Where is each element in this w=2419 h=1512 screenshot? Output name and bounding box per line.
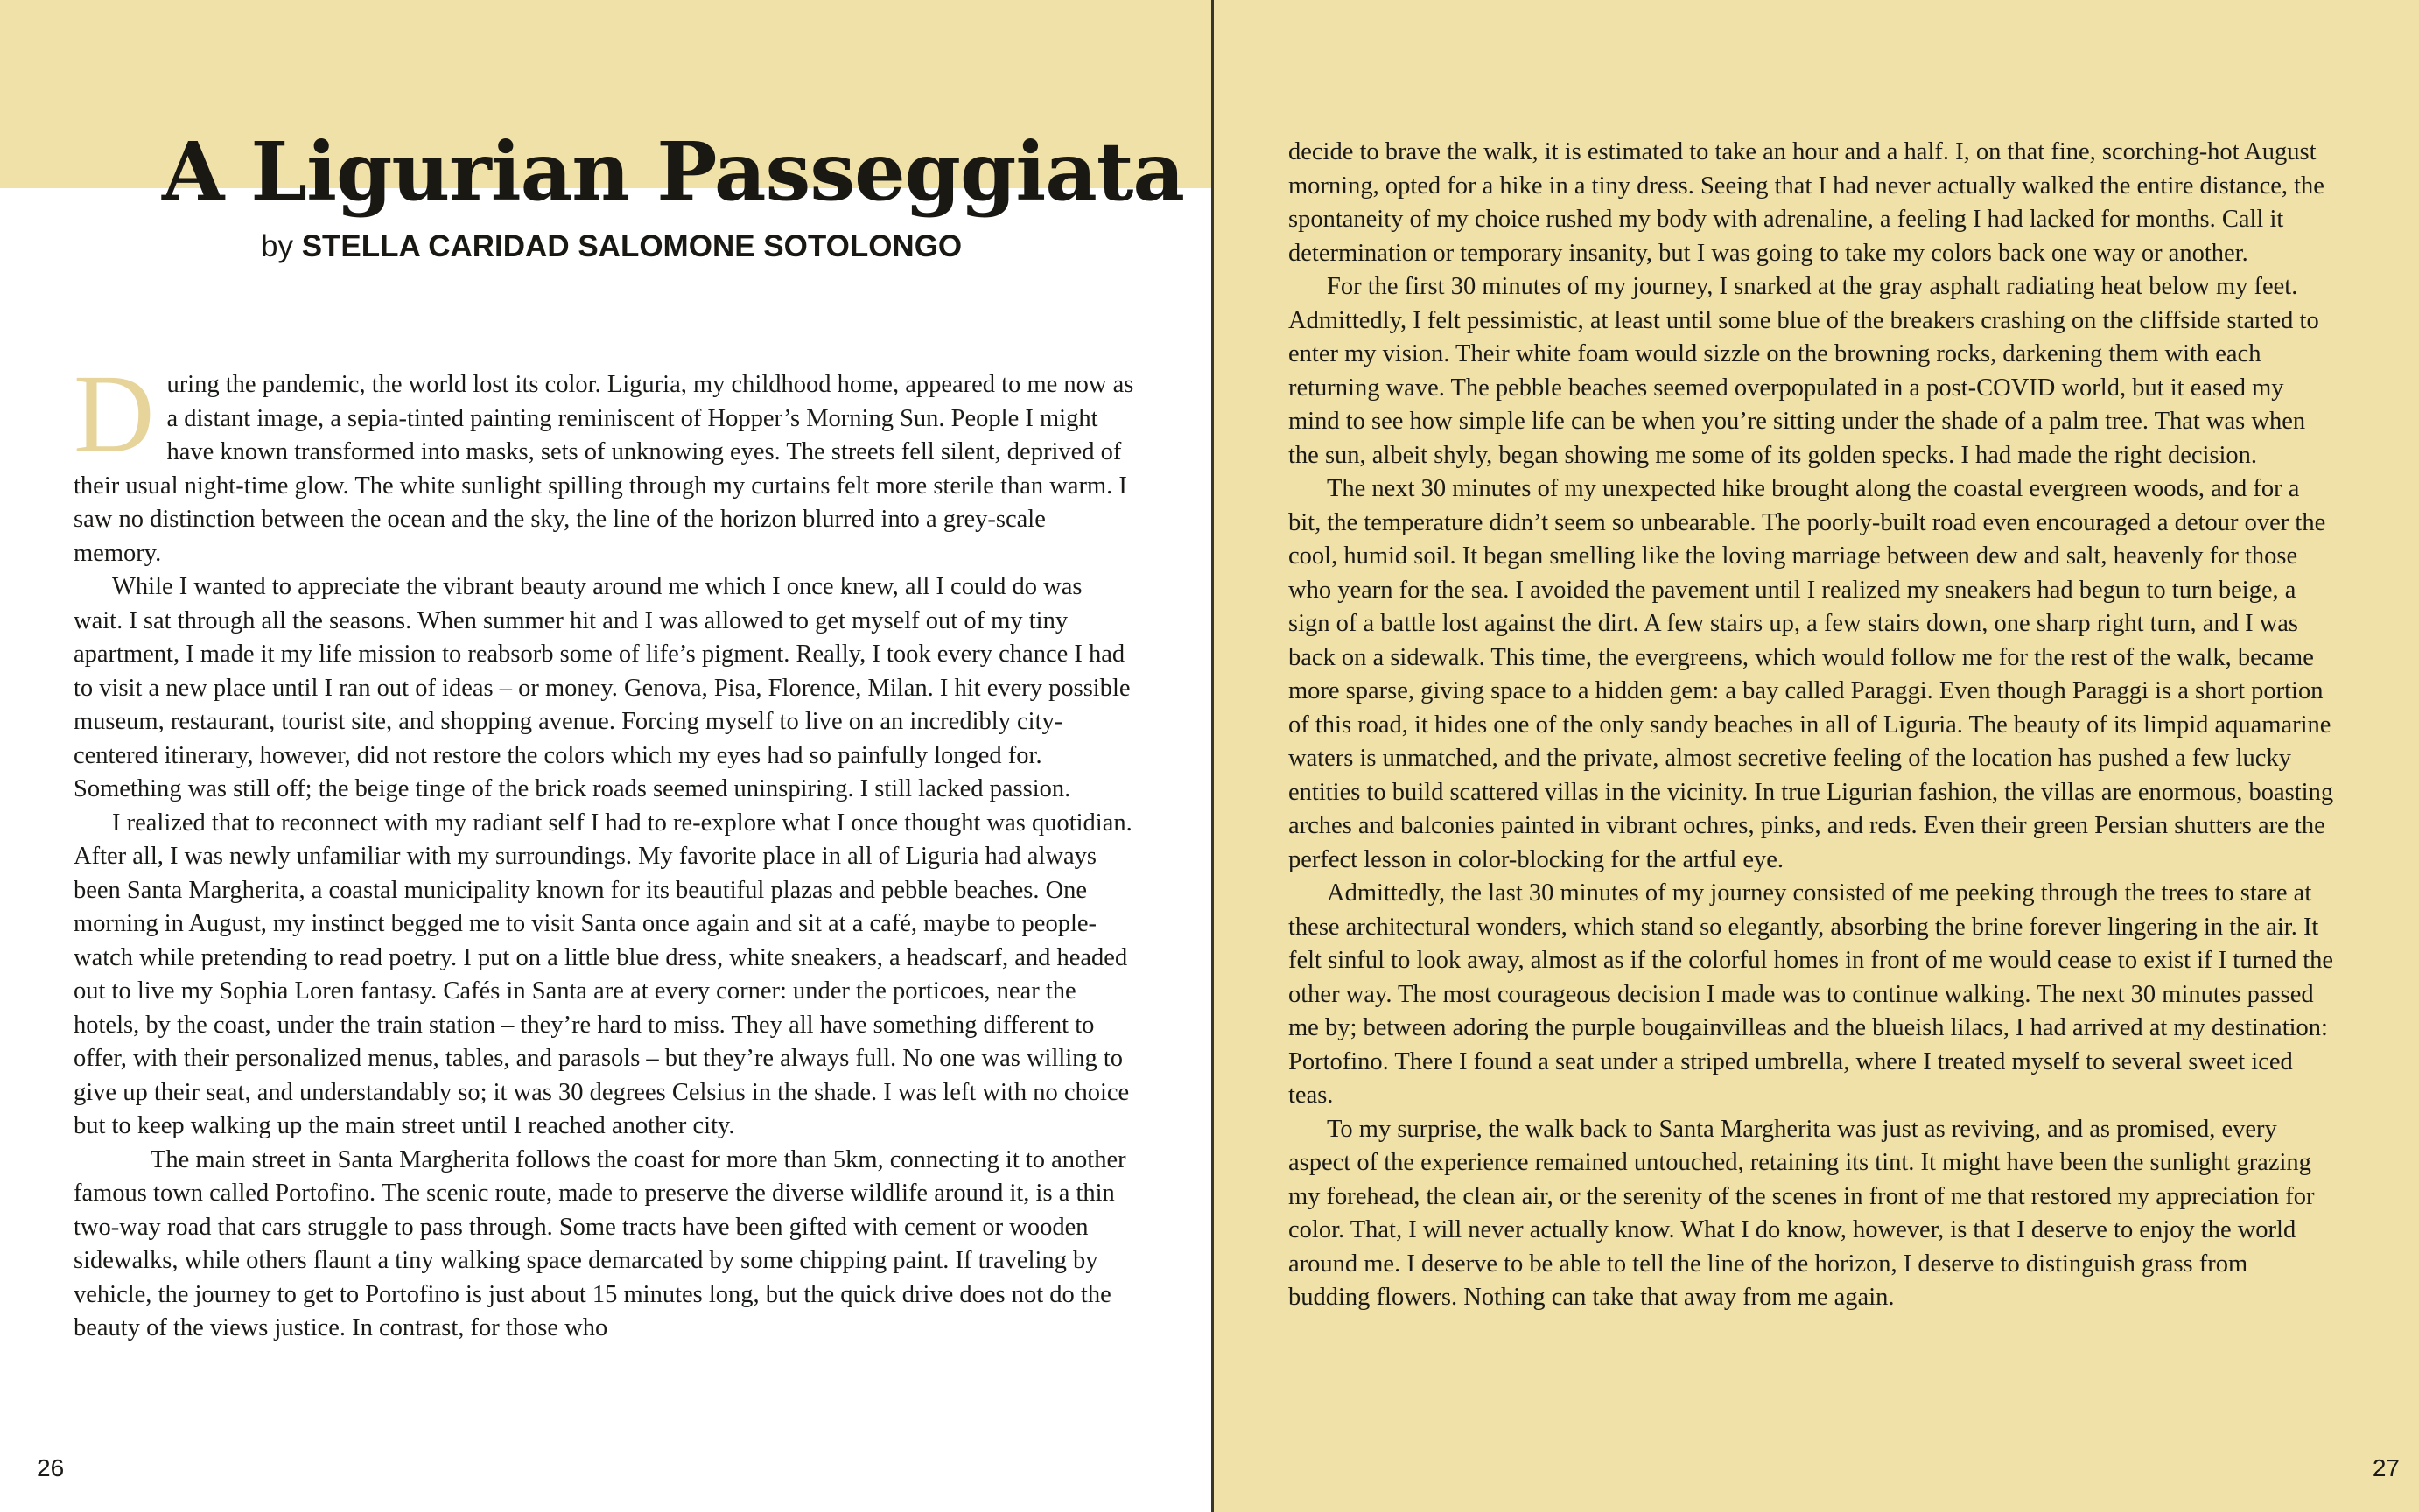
- paragraph: [74, 352, 1137, 570]
- page-number-left: 26: [37, 1454, 65, 1481]
- paragraph: To my surprise, the walk back to Santa Margherita was just as reviving, and as promised, every aspect of the experience remained untouched, retaining its tint. It might have been the sunlight grazing my forehead, the clean air, or the serenity of the scenes in front of me that restored my appreciation for color. That, I will never actually know. What I do know, however, is that I deserve to enjoy the world around me. I deserve to be able to tell the line of the horizon, I deserve to distinguish grass from budding flowers. Nothing can take that away from me again.: [1288, 1115, 2315, 1311]
- article-title: A Ligurian Passeggiata: [162, 124, 1184, 219]
- paragraph: For the first 30 minutes of my journey, I snarked at the gray asphalt radiating heat below my feet. Admittedly, I felt pessimistic, at least until some blue of the breakers crashing on the cliffside started to enter my vision. Their white foam would sizzle on the browning rocks, darkening them with each returning wave. The pebble beaches seemed overpopulated in a post-COVID world, but it eased my mind to see how simple life can be when you’re sitting under the shade of a palm tree. That was when the sun, albeit shyly, began showing me some of its golden specks. I had made the right decision.: [1288, 273, 2319, 469]
- paragraph: Admittedly, the last 30 minutes of my journey consisted of me peeking through the trees to stare at these architectural wonders, which stand so elegantly, absorbing the brine forever lingering in the air. It felt sinful to look away, almost as if the colorful homes in front of me would cease to exist if I turned the other way. The most courageous decision I made was to continue walking. The next 30 minutes passed me by; between adoring the purple bougainvilleas and the blueish lilacs, I had arrived at my destination: Portofino. There I found a seat under a striped umbrella, where I treated myself to several sweet iced teas.: [1288, 879, 2334, 1109]
- paragraph: The main street in Santa Margherita follows the coast for more than 5km, connecting it to another famous town called Portofino. The scenic route, made to preserve the diverse wildlife around it, is a thin two-way road that cars struggle to pass through. Some tracts have been gifted with cement or wooden sidewalks, while others flaunt a tiny walking space demarcated by some chipping paint. If traveling by vehicle, the journey to get to Portofino is just about 15 minutes long, but the quick drive does not do the beauty of the views justice. In contrast, for those who: [74, 1145, 1126, 1341]
- paragraph: The next 30 minutes of my unexpected hike brought along the coastal evergreen woods, and for a bit, the temperature didn’t seem so unbearable. The poorly-built road even encouraged a detour over the cool, humid soil. It began smelling like the loving marriage between dew and salt, heavenly for those who yearn for the sea. I avoided the pavement until I realized my sneakers had begun to turn beige, a sign of a battle lost against the dirt. A few stairs up, a few stairs down, one sharp right turn, and I was back on a sidewalk. This time, the evergreens, which would follow me for the rest of the walk, became more sparse, giving space to a hidden gem: a bay called Paraggi. Even though Paraggi is a short portion of this road, it hides one of the only sandy beaches in all of Liguria. The beauty of its limpid aquamarine waters is unmatched, and the private, almost secretive feeling of the location has pushed a few lucky entities to build scattered villas in the vicinity. In true Ligurian fashion, the villas are enormous, boasting arches and balconies painted in vibrant ochres, pinks, and reds. Even their green Persian shutters are the perfect lesson in color-blocking for the artful eye.: [1288, 475, 2334, 873]
- paragraph: While I wanted to appreciate the vibrant beauty around me which I once knew, all I could do was wait. I sat through all the seasons. When summer hit and I was allowed to get myself out of my tiny apartment, I made it my life mission to reabsorb some of life’s pigment. Really, I took every chance I had to visit a new place until I ran out of ideas – or money. Genova, Pisa, Florence, Milan. I hit every possible museum, restaurant, tourist site, and shopping avenue. Forcing myself to live on an incredibly city-centered itinerary, however, did not restore the colors which my eyes had so painfully longed for. Something was still off; the beige tinge of the brick roads seemed uninspiring. I still lacked passion.: [74, 573, 1131, 802]
- author-name: STELLA CARIDAD SALOMONE SOTOLONGO: [301, 229, 963, 263]
- paragraph: I realized that to reconnect with my radiant self I had to re-explore what I once thought was quotidian. After all, I was newly unfamiliar with my surroundings. My favorite place in all of Liguria had always been Santa Margherita, a coastal municipality known for its beautiful plazas and pebble beaches. One morning in August, my instinct begged me to visit Santa once again and sit at a café, maybe to people-watch while pretending to read poetry. I put on a little blue dress, white sneakers, a headscarf, and headed out to live my Sophia Loren fantasy. Cafés in Santa are at every corner: under the porticoes, near the hotels, by the coast, under the train station – they’re hard to miss. They all have something different to offer, with their personalized menus, tables, and parasols – but they’re always full. No one was willing to give up their seat, and understandably so; it was 30 degrees Celsius in the shade. I was left with no choice but to keep walking up the main street until I reached another city.: [74, 808, 1132, 1139]
- byline: [261, 229, 962, 264]
- right-page: [1214, 0, 2419, 1512]
- paragraph: decide to brave the walk, it is estimated to take an hour and a half. I, on that fine, scorching-hot August morning, opted for a hike in a tiny dress. Seeing that I had never actually walked the entire distance, the spontaneity of my choice rushed my body with adrenaline, a feeling I had lacked for months. Call it determination or temporary insanity, but I was going to take my colors back one way or another.: [1288, 138, 2324, 267]
- drop-cap: D: [74, 352, 155, 476]
- right-body-text: [1288, 136, 2334, 1315]
- page-number-right: 27: [2372, 1454, 2400, 1481]
- left-body-text: [74, 352, 1137, 1346]
- byline-prefix: by: [261, 229, 293, 263]
- paragraph-text: uring the pandemic, the world lost its color. Liguria, my childhood home, appeared to me now as a distant image, a sepia-tinted painting reminiscent of Hopper’s Morning Sun. People I might have known transformed into masks, sets of unknowing eyes. The streets fell silent, deprived of their usual night-time glow. The white sunlight spilling through my curtains felt more sterile than warm. I saw no distinction between the ocean and the sky, the line of the horizon blurred into a grey-scale memory.: [74, 371, 1134, 567]
